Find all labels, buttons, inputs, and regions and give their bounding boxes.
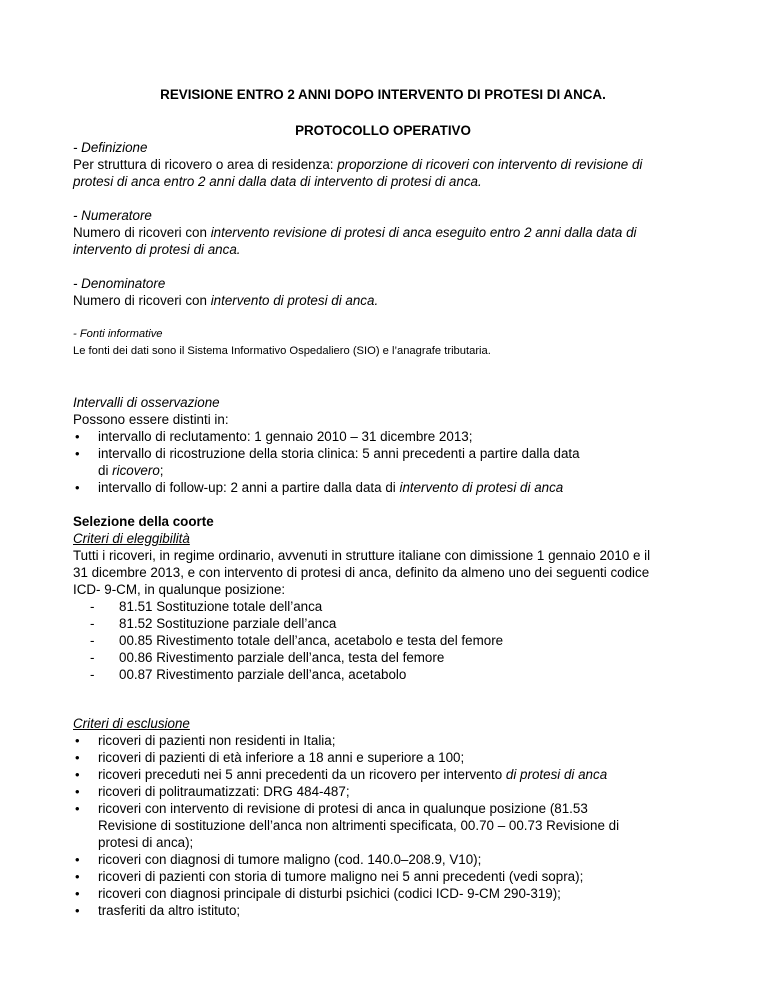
codes-list — [73, 598, 503, 683]
selezione-para-line3: ICD- 9-CM, in qualunque posizione: — [73, 582, 286, 597]
list-item: • trasferiti da altro istituto; — [73, 902, 619, 919]
selezione-para-line1: Tutti i ricoveri, in regime ordinario, avvenuti in strutture italiane con dimissione 1 gennaio 2010 e il — [73, 548, 651, 563]
list-item: - 00.86 Rivestimento parziale dell’anca, testa del femore — [73, 649, 503, 666]
list-item: • ricoveri di pazienti con storia di tumore maligno nei 5 anni precedenti (vedi sopra); — [73, 868, 619, 885]
list-item: • ricoveri preceduti nei 5 anni precedenti da un ricovero per intervento di protesi di anca — [73, 766, 619, 783]
definizione-text-line2: protesi di anca entro 2 anni dalla data di intervento di protesi di anca. — [73, 174, 482, 189]
esclusione-list — [73, 732, 619, 919]
denominatore-text: Numero di ricoveri con intervento di protesi di anca. — [73, 293, 379, 308]
denominatore-label: - Denominatore — [73, 276, 166, 291]
list-item: • ricoveri con diagnosi di tumore maligno (cod. 140.0–208.9, V10); — [73, 851, 619, 868]
list-item: - 81.52 Sostituzione parziale dell’anca — [73, 615, 503, 632]
list-item: • ricoveri di pazienti non residenti in Italia; — [73, 732, 619, 749]
definizione-label: - Definizione — [73, 140, 148, 155]
document-subtitle: PROTOCOLLO OPERATIVO — [295, 123, 471, 138]
selezione-heading: Selezione della coorte — [73, 514, 214, 529]
numeratore-text-line1: Numero di ricoveri con intervento revisione di protesi di anca eseguito entro 2 anni dalla data di — [73, 225, 637, 240]
criteri-eleggibilita-heading: Criteri di eleggibilità — [73, 531, 190, 546]
intervalli-heading: Intervalli di osservazione — [73, 395, 220, 410]
definizione-text-line1: Per struttura di ricovero o area di residenza: proporzione di ricoveri con intervento di revisione di — [73, 157, 643, 172]
list-item: • ricoveri con intervento di revisione di protesi di anca in qualunque posizione (81.53 Revisione di sostituzione dell’anca non altrimenti specificata, 00.70 – 00.73 Revisione di protesi di anca); — [73, 800, 619, 851]
criteri-esclusione-heading: Criteri di esclusione — [73, 716, 190, 731]
numeratore-text-line2: intervento di protesi di anca. — [73, 242, 241, 257]
list-item: - 00.87 Rivestimento parziale dell’anca, acetabolo — [73, 666, 503, 683]
selezione-para-line2: 31 dicembre 2013, e con intervento di protesi di anca, definito da almeno uno dei seguenti codice — [73, 565, 650, 580]
list-item: • intervallo di follow-up: 2 anni a partire dalla data di intervento di protesi di anca — [73, 479, 580, 496]
intervalli-list — [73, 428, 580, 496]
intervalli-intro: Possono essere distinti in: — [73, 412, 229, 427]
list-item: • intervallo di reclutamento: 1 gennaio 2010 – 31 dicembre 2013; — [73, 428, 580, 445]
list-item: - 81.51 Sostituzione totale dell’anca — [73, 598, 503, 615]
list-item: • ricoveri di pazienti di età inferiore a 18 anni e superiore a 100; — [73, 749, 619, 766]
list-item: • intervallo di ricostruzione della storia clinica: 5 anni precedenti a partire dalla data di ricovero; — [73, 445, 580, 479]
document-title: REVISIONE ENTRO 2 ANNI DOPO INTERVENTO DI PROTESI DI ANCA. — [160, 87, 606, 102]
fonti-text: Le fonti dei dati sono il Sistema Informativo Ospedaliero (SIO) e l’anagrafe tributaria. — [73, 345, 491, 357]
numeratore-label: - Numeratore — [73, 208, 152, 223]
list-item: - 00.85 Rivestimento totale dell’anca, acetabolo e testa del femore — [73, 632, 503, 649]
list-item: • ricoveri di politraumatizzati: DRG 484-487; — [73, 783, 619, 800]
fonti-label: - Fonti informative — [73, 328, 163, 340]
list-item: • ricoveri con diagnosi principale di disturbi psichici (codici ICD- 9-CM 290-319); — [73, 885, 619, 902]
